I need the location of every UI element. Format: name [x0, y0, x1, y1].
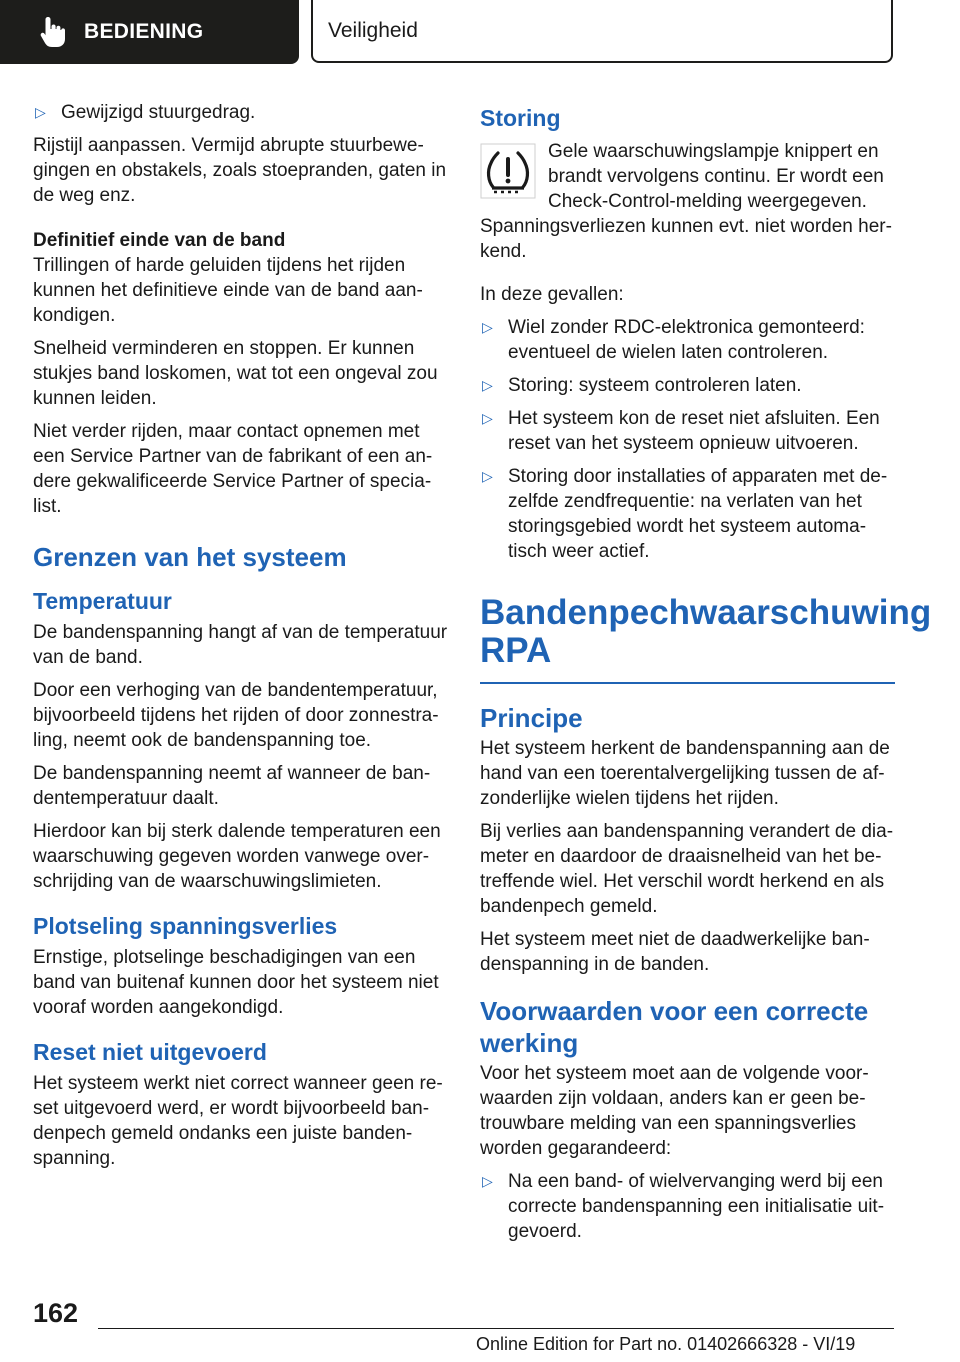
paragraph: Hierdoor kan bij sterk dalende temperaturen een waarschuwing gegeven worden vanwege overschrijding van de waarschuwingslimieten. [33, 821, 441, 892]
paragraph: De bandenspanning neemt af wanneer de bandentemperatuur daalt. [33, 763, 431, 809]
heading-divider [480, 682, 895, 684]
tire-pressure-warning-icon [480, 143, 536, 199]
list-item: ▷ Storing door installaties of apparaten met dezelfde zendfrequentie: na verlaten van het storingsgebied wordt het systeem automatisch weer actief. [482, 466, 888, 562]
left-column [33, 100, 448, 1179]
list-item: ▷ Na een band- of wielvervanging werd bij een correcte bandenspanning een initialisatie uitgevoerd. [482, 1171, 885, 1242]
warning-text: Gele waarschuwingslampje knippert en brandt vervolgens continu. Er wordt een Check-Control-melding weergegeven. [548, 141, 884, 212]
chapter-title: Veiligheid [328, 18, 418, 42]
right-column [480, 100, 932, 1252]
chapter-heading-line1: Bandenpechwaarschuwing [480, 593, 932, 632]
paragraph: De bandenspanning hangt af van de temperatuur van de band. [33, 622, 448, 668]
bullet-list [480, 1169, 895, 1244]
paragraph: Ernstige, plotselinge beschadigingen van een band van buitenaf kunnen door het systeem niet vooraf worden aangekondigd. [33, 947, 439, 1018]
paragraph: Trillingen of harde geluiden tijdens het rijden kunnen het definitieve einde van de band aankondigen. [33, 255, 423, 326]
triangle-bullet-icon: ▷ [35, 104, 46, 120]
chapter-heading [480, 593, 932, 670]
edition-note: Online Edition for Part no. 01402666328 - VI/19 [476, 1334, 856, 1354]
section-tab [0, 0, 299, 64]
bullet-list [33, 100, 448, 125]
hand-pointer-icon [38, 15, 68, 49]
bullet-list [480, 315, 895, 564]
triangle-bullet-icon: ▷ [482, 377, 493, 393]
footer-divider [98, 1328, 894, 1329]
warning-block [480, 139, 895, 214]
paragraph: Door een verhoging van de bandentemperatuur, bijvoorbeeld tijdens het rijden of door zonnestraling, neemt ook de bandenspanning toe. [33, 680, 439, 751]
list-item: ▷ Het systeem kon de reset niet afsluiten. Een reset van het systeem opnieuw uitvoeren. [482, 408, 880, 454]
subsection-heading: Temperatuur [33, 588, 172, 614]
triangle-bullet-icon: ▷ [482, 468, 493, 484]
paragraph: Het systeem meet niet de daadwerkelijke bandenspanning in de banden. [480, 929, 870, 975]
section-heading: Principe [480, 703, 583, 733]
paragraph: Snelheid verminderen en stoppen. Er kunnen stukjes band loskomen, wat tot een ongeval zou kunnen leiden. [33, 338, 438, 409]
list-item: ▷ Storing: systeem controleren laten. [482, 375, 802, 396]
paragraph: Voor het systeem moet aan de volgende voorwaarden zijn voldaan, anders kan er geen betrouwbare melding van een spanningsverlies worden gegarandeerd: [480, 1063, 869, 1159]
list-item: ▷ Wiel zonder RDC-elektronica gemonteerd: eventueel de wielen laten controleren. [482, 317, 865, 363]
section-heading: Grenzen van het systeem [33, 542, 347, 572]
list-item: ▷ Gewijzigd stuurgedrag. [35, 102, 256, 123]
triangle-bullet-icon: ▷ [482, 319, 493, 335]
subheading: Definitief einde van de band [33, 230, 286, 251]
paragraph: Het systeem werkt niet correct wanneer geen reset uitgevoerd werd, er wordt bijvoorbeeld bandenpech gemeld ondanks een juiste bandenspanning. [33, 1073, 443, 1169]
paragraph: Bij verlies aan bandenspanning verandert de diameter en daardoor de draaisnelheid van het betreffende wiel. Het verschil wordt herkend en als bandenpech gemeld. [480, 821, 894, 917]
subsection-heading: Storing [480, 105, 561, 131]
section-title: BEDIENING [84, 20, 204, 43]
triangle-bullet-icon: ▷ [482, 1173, 493, 1189]
subsection-heading: Plotseling spanningsverlies [33, 913, 338, 939]
page-number: 162 [33, 1298, 79, 1328]
triangle-bullet-icon: ▷ [482, 410, 493, 426]
page-header [0, 0, 960, 66]
paragraph: Niet verder rijden, maar contact opnemen met een Service Partner van de fabrikant of een andere gekwalificeerde Service Partner of specialist. [33, 421, 433, 517]
paragraph: Rijstijl aanpassen. Vermijd abrupte stuurbewegingen en obstakels, zoals stoepranden, gaten in de weg enz. [33, 135, 447, 206]
chapter-heading-line2: RPA [480, 631, 552, 670]
paragraph: Spanningsverliezen kunnen evt. niet worden herkend. [480, 216, 892, 262]
chapter-tab [311, 0, 893, 63]
paragraph: In deze gevallen: [480, 284, 624, 305]
section-heading: Voorwaarden voor een correcte werking [480, 996, 869, 1058]
paragraph: Het systeem herkent de bandenspanning aan de hand van een toerentalvergelijking tussen de afzonderlijke wielen tijdens het rijden. [480, 738, 890, 809]
subsection-heading: Reset niet uitgevoerd [33, 1039, 267, 1065]
